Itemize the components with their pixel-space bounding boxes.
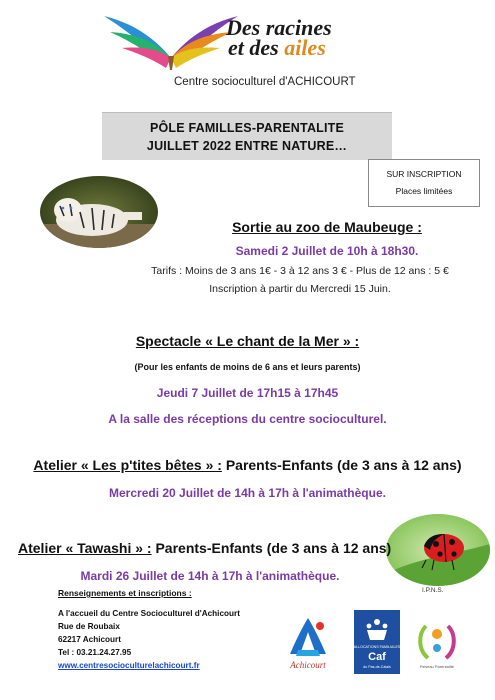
spectacle-title (0, 333, 495, 349)
caf-sub-text: du Pas-de-Calais (363, 665, 391, 669)
logo-subtitle: Centre socioculturel d'ACHICOURT (174, 76, 356, 88)
achicourt-logo-icon (280, 614, 336, 672)
title-banner (102, 112, 392, 160)
footer-address-line1: A l'accueil du Centre Socioculturel d'Achicourt (58, 609, 240, 618)
tawashi-title-text: Atelier « Tawashi » : (18, 540, 152, 556)
reseau-text: Reseau Parentalité (419, 664, 455, 669)
logo-title-line1: Des racines (226, 15, 332, 40)
banner-line2: JUILLET 2022 ENTRE NATURE… (146, 138, 348, 153)
reseau-parentalite-logo-icon (414, 618, 460, 672)
footer-website-link[interactable]: www.centresocioculturelachicourt.fr (58, 661, 200, 670)
zoo-title (172, 219, 482, 235)
caf-name-text: Caf (368, 651, 386, 663)
tawashi-date: Mardi 26 Juillet de 14h à 17h à l'animathèque. (80, 569, 340, 583)
inscription-box (368, 159, 480, 207)
spectacle-place: A la salle des réceptions du centre socioculturel. (108, 412, 387, 426)
zoo-title-text: Sortie au zoo de Maubeuge : (232, 219, 422, 235)
spectacle-date: Jeudi 7 Juillet de 17h15 à 17h45 (156, 386, 339, 400)
zoo-inscription: Inscription à partir du Mercredi 15 Juin. (209, 283, 391, 295)
white-tiger-photo (40, 176, 158, 248)
logo-title (226, 15, 332, 60)
inscription-line1: SUR INSCRIPTION (386, 169, 462, 179)
spectacle-title-text: Spectacle « Le chant de la Mer » : (135, 333, 360, 349)
zoo-date: Samedi 2 Juillet de 10h à 18h30. (235, 244, 419, 258)
logo-title-line2-accent: ailes (284, 35, 326, 60)
logo-title-line2 (226, 35, 332, 60)
caf-top-text: ALLOCATIONS FAMILIALES (354, 645, 400, 649)
ipns-label: I.P.N.S. (422, 587, 444, 594)
footer-telephone: Tel : 03.21.24.27.95 (58, 648, 132, 657)
betes-audience: Parents-Enfants (de 3 ans à 12 ans) (221, 457, 462, 473)
footer-address-line3: 62217 Achicourt (58, 635, 121, 644)
inscription-line2: Places limitées (395, 186, 453, 196)
footer-heading: Renseignements et inscriptions : (58, 588, 192, 598)
spectacle-note: (Pour les enfants de moins de 6 ans et leurs parents) (134, 362, 361, 372)
betes-title-text: Atelier « Les p'tites bêtes » : (33, 457, 222, 473)
betes-date: Mercredi 20 Juillet de 14h à 17h à l'animathèque. (109, 486, 386, 500)
betes-title (0, 457, 495, 473)
tawashi-audience: Parents-Enfants (de 3 ans à 12 ans) (151, 540, 392, 556)
banner-line1: PÔLE FAMILLES-PARENTALITE (149, 120, 345, 135)
logo-title-line2-prefix: et des (228, 35, 285, 60)
achicourt-logo-text: Achicourt (290, 660, 326, 670)
zoo-tarifs: Tarifs : Moins de 3 ans 1€ - 3 à 12 ans 3 € - Plus de 12 ans : 5 € (151, 265, 449, 277)
footer-address-line2: Rue de Roubaix (58, 622, 120, 631)
caf-logo-icon (354, 610, 400, 674)
wings-logo-icon (96, 10, 246, 72)
tawashi-title (18, 540, 418, 556)
